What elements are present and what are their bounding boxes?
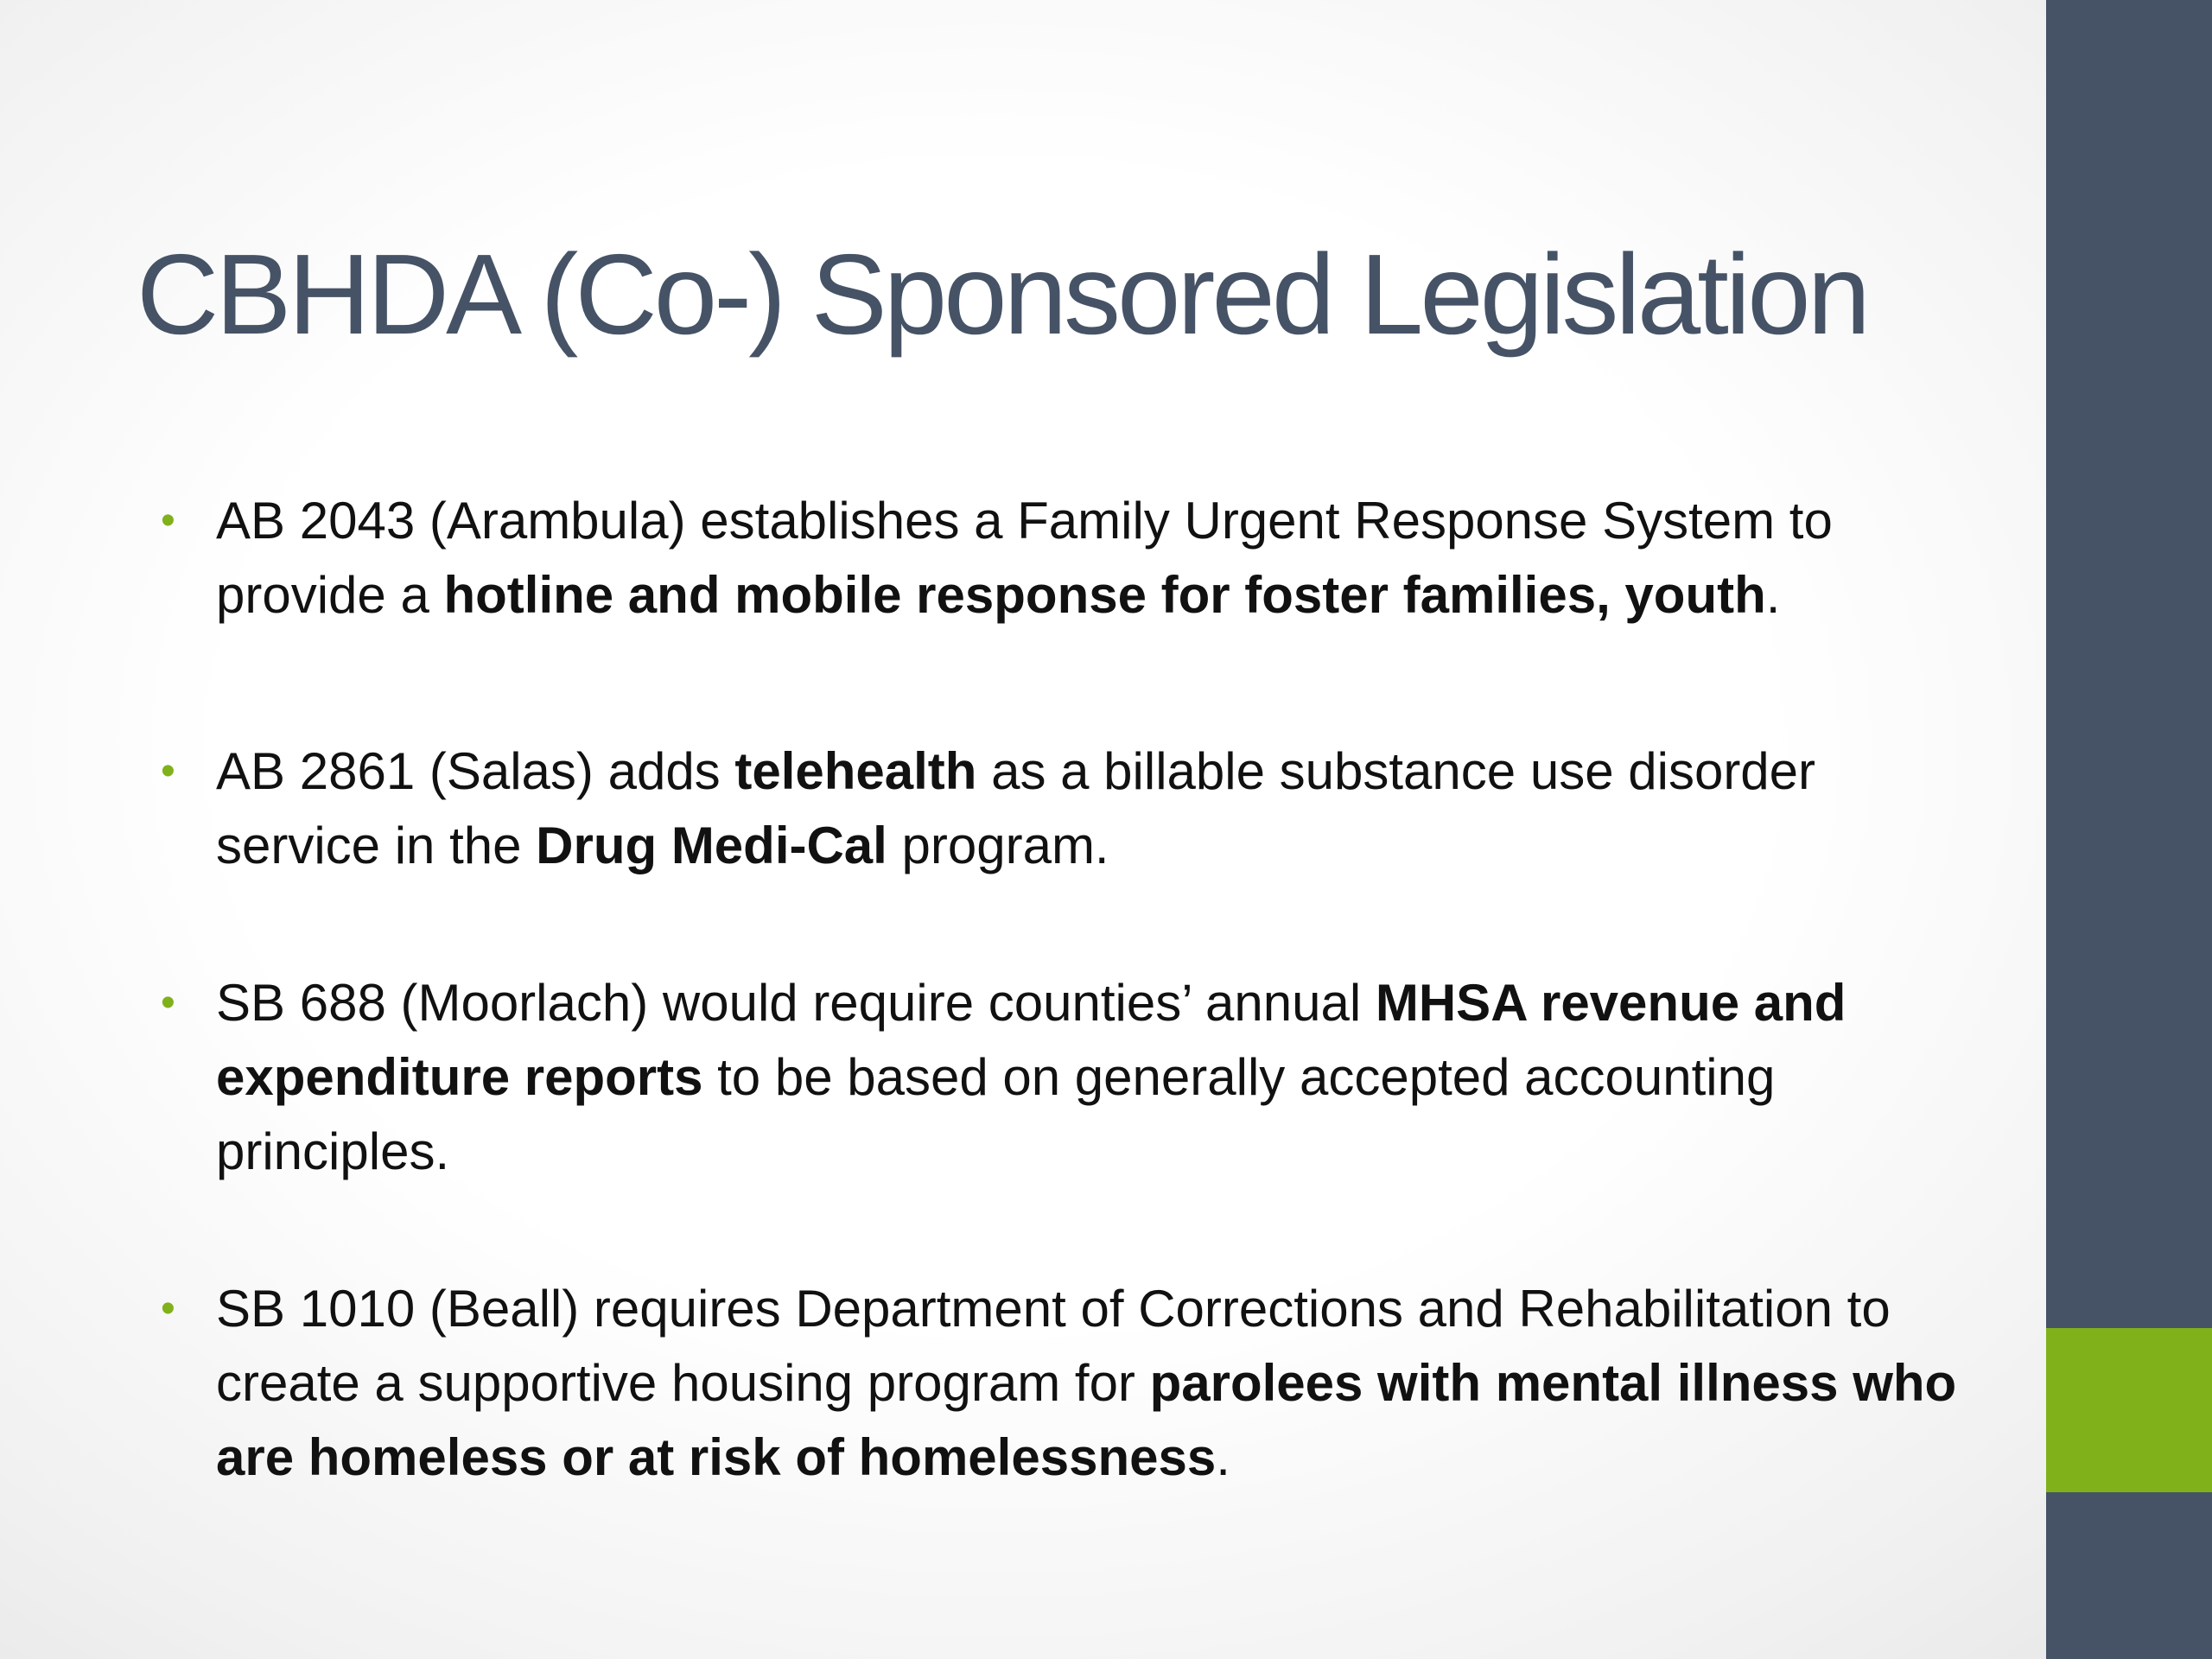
bullet-bold-text: Drug Medi-Cal xyxy=(536,817,887,874)
bullet-text: SB 688 (Moorlach) would require counties’ annual xyxy=(216,974,1376,1032)
bullet-text: AB 2043 (Arambula) establishes a Family Urgent Response System to provide a xyxy=(216,492,1833,624)
bullet-bold-text: hotline and mobile response for foster families, youth xyxy=(443,566,1766,624)
bullet-text: . xyxy=(1765,566,1781,624)
bullet-text: AB 2861 (Salas) adds xyxy=(216,742,735,800)
bullet-bold-text: MHSA revenue and expenditure reports xyxy=(216,974,1847,1106)
bullet-list xyxy=(156,484,1987,1597)
bullet-dot-icon: • xyxy=(161,748,175,794)
bullet-text: to be based on generally accepted accounting principles. xyxy=(216,1048,1776,1180)
bullet-dot-icon: • xyxy=(161,1286,175,1332)
bullet-item-ab-2043 xyxy=(156,484,1987,632)
bullet-item-sb-1010 xyxy=(156,1272,1987,1495)
bullet-bold-text: telehealth xyxy=(734,742,977,800)
bullet-text: SB 1010 (Beall) requires Department of Corrections and Rehabilitation to create a supportive housing program for xyxy=(216,1280,1891,1412)
bullet-text: program. xyxy=(887,817,1109,874)
bullet-text: . xyxy=(1216,1428,1230,1486)
bullet-item-ab-2861 xyxy=(156,734,1987,883)
slide-title: CBHDA (Co-) Sponsored Legislation xyxy=(137,231,1868,358)
bullet-dot-icon: • xyxy=(161,980,175,1026)
bullet-item-sb-688 xyxy=(156,966,1987,1189)
sidebar-accent-block xyxy=(2046,1328,2212,1492)
bullet-text: as a billable substance use disorder service in the xyxy=(216,742,1816,874)
bullet-dot-icon: • xyxy=(161,498,175,543)
bullet-bold-text: parolees with mental illness who are homeless or at risk of homelessness xyxy=(216,1354,1957,1486)
